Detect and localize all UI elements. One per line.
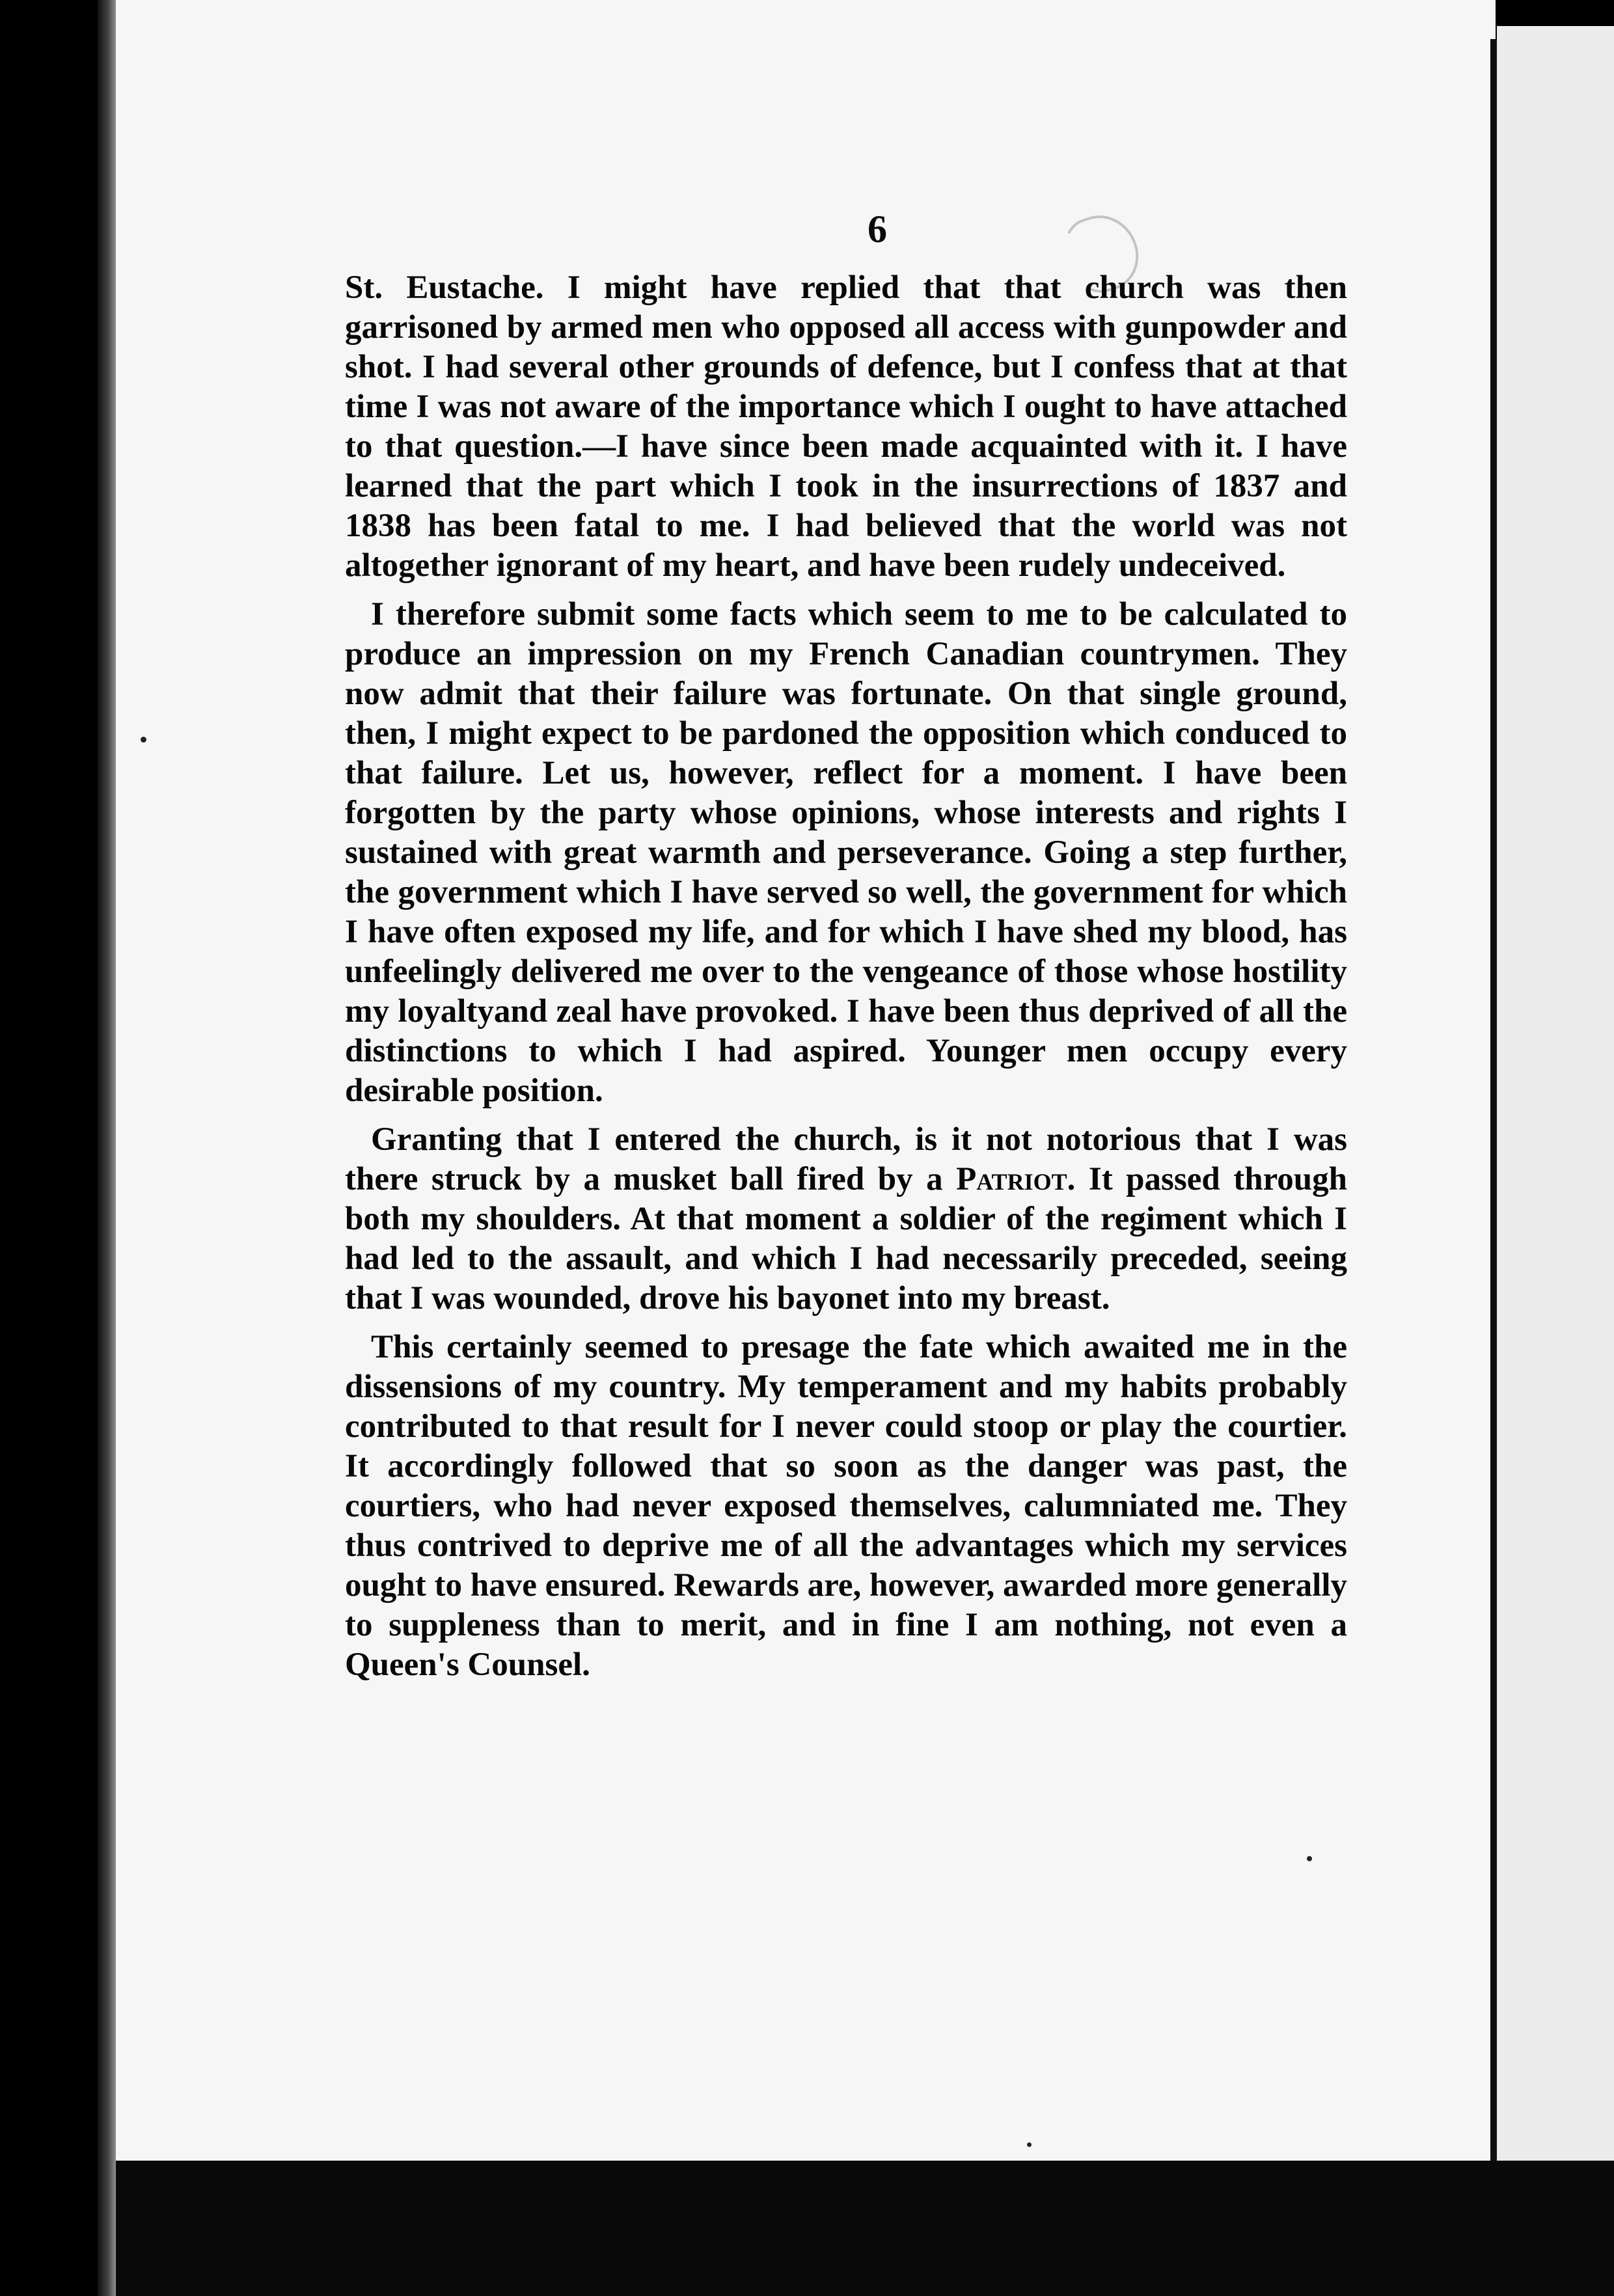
paragraph-3 [345,1120,1347,1319]
paragraph-3-end: It passed through both my shoulders. At that moment a soldier of the regiment which I had led to the assault, and which I had necessarily preceded, seeing that I was wounded, drove his bayonet into my breast. [345,1161,1348,1317]
paragraph-4: This certainly seemed to presage the fate which awaited me in the dissensions of my country. My temperament and my habits probably contributed to that result for I never could stoop or play the courtier. It accordingly followed that so soon as the danger was past, the courtiers, who had never exposed themselves, calumniated me. They thus contrived to deprive me of all the advantages which my services ought to have ensured. Rewards are, however, awarded more generally to suppleness than to merit, and in fine I am nothing, not even a Queen's Counsel. [345,1329,1347,1683]
page-number: 6 [868,208,887,251]
paragraph-2: I therefore submit some facts which seem to me to be calculated to produce an impression on my French Canadian countrymen. They now admit that their failure was fortunate. On that single ground, then, I might expect to be pardoned the opposition which conduced to that failure. Let us, however, reflect for a moment. I have been forgotten by the party whose opinions, whose interests and rights I sustained with great warmth and perseverance. Going a step further, the government which I have served so well, the government for which I have often exposed my life, and for which I have shed my blood, has unfeelingly delivered me over to the vengeance of those whose hostility my loyaltyand zeal have provoked. I have been thus deprived of all the distinctions to which I had aspired. Younger men occupy every desirable position. [345,596,1347,1109]
patriot-word: Patriot. [956,1161,1076,1197]
scan-speck [1307,1856,1312,1861]
adjacent-page-edge [1497,26,1614,2200]
paragraph-1: St. Eustache. I might have replied that that church was then garrisoned by armed men who opposed all access with gunpowder and shot. I had several other grounds of defence, but I confess that at that time I was not aware of the importance which I ought to have attached to that question.—I have since been made acquainted with it. I have learned that the part which I took in the insurrections of 1837 and 1838 has been fatal to me. I had believed that the world was not altogether ignorant of my heart, and have been rudely undeceived. [345,269,1347,584]
scan-speck [141,737,146,743]
body-text [345,268,1347,1694]
page-fold-line [1490,39,1497,2161]
scan-bottom-border [116,2161,1614,2296]
scan-speck [1027,2142,1032,2147]
paragraph-3-start: Granting that I entered the church, is it not notorious that I was there struck by a musket ball fired by a [345,1121,1347,1197]
